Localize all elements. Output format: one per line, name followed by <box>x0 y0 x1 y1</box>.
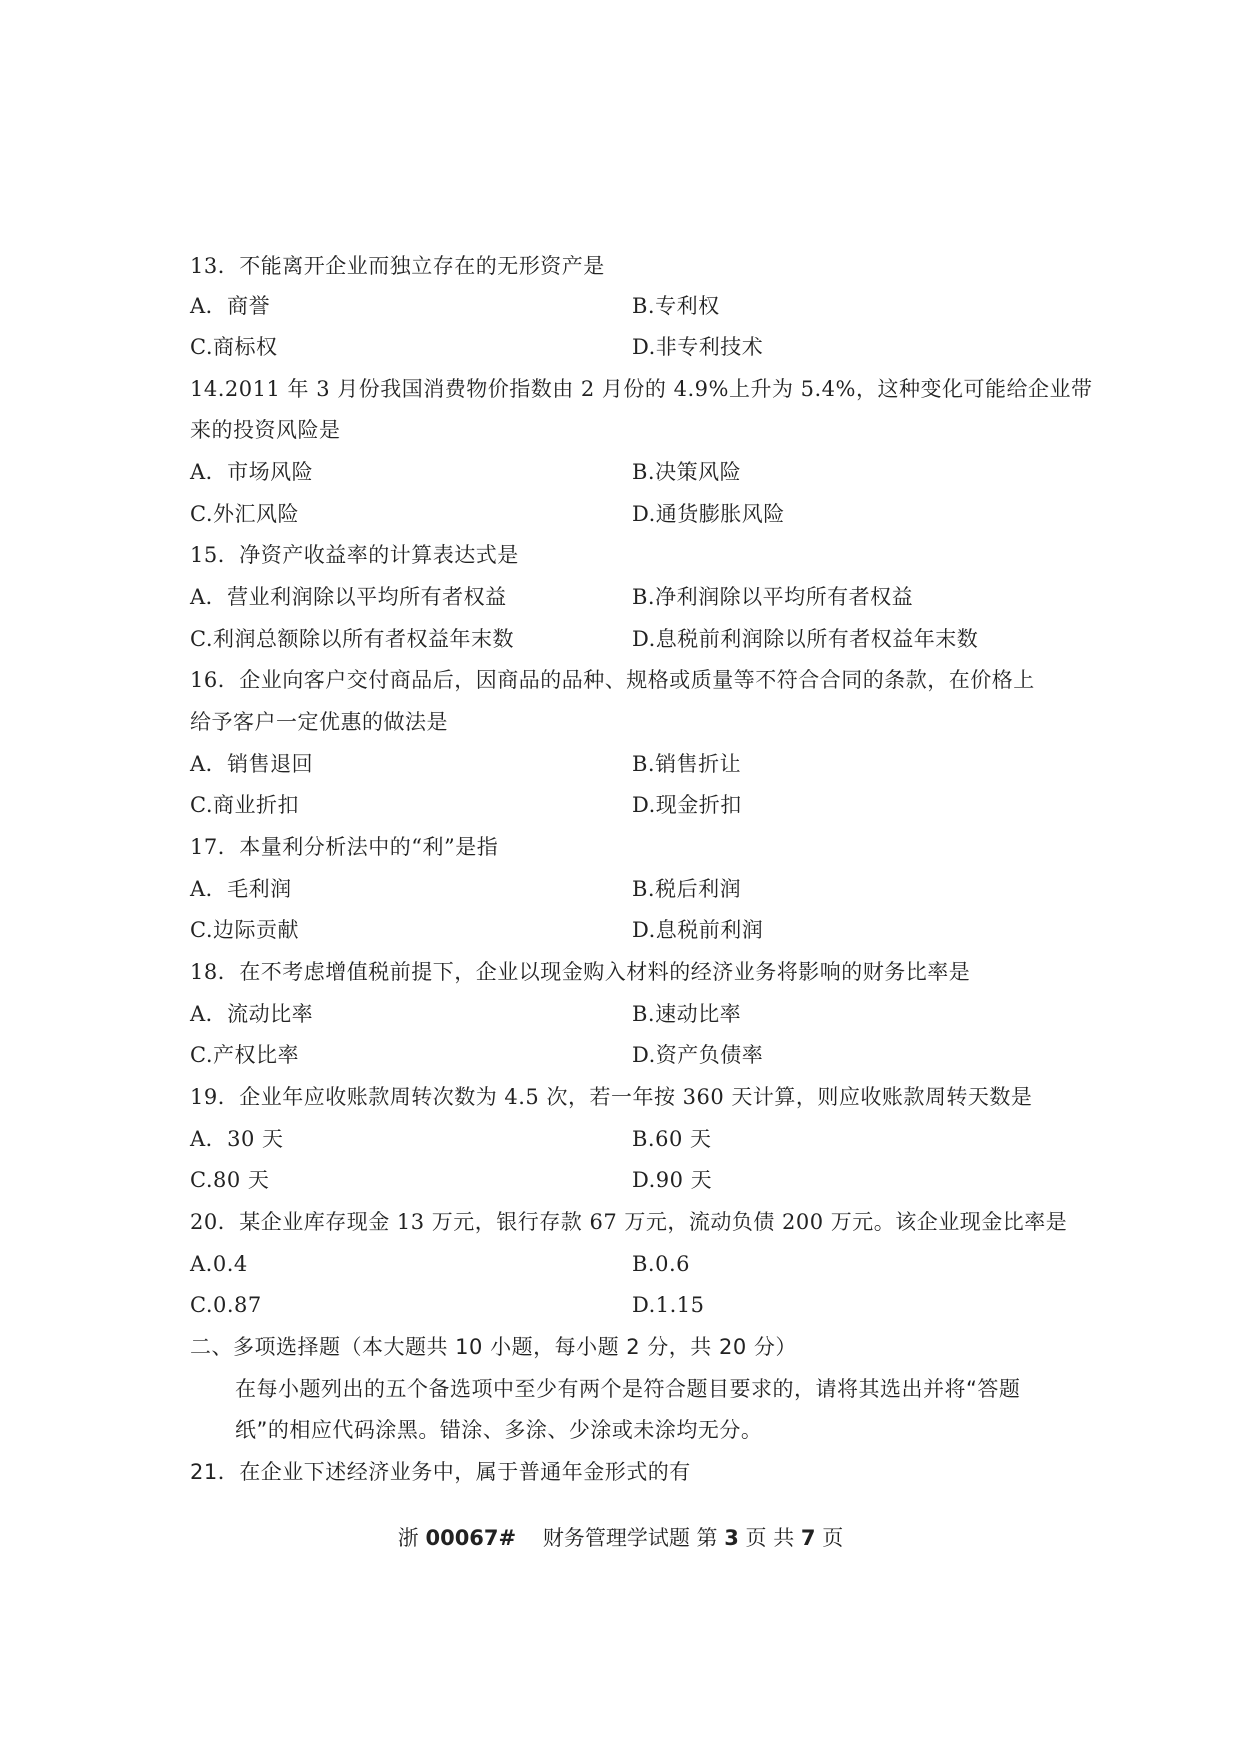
question-stem: 21．在企业下述经济业务中，属于普通年金形式的有 <box>190 1460 691 1484</box>
option-d: D.1.15 <box>632 1293 705 1317</box>
footer-page-number: 3 <box>724 1526 739 1550</box>
option-c: C.80 天 <box>190 1168 270 1192</box>
option-a: A．市场风险 <box>190 460 314 484</box>
footer-page-post: 页 <box>822 1526 844 1550</box>
option-b: B.销售折让 <box>632 752 742 776</box>
option-b: B.60 天 <box>632 1127 712 1151</box>
question-stem: 18．在不考虑增值税前提下，企业以现金购入材料的经济业务将影响的财务比率是 <box>190 960 971 984</box>
section-heading: 二、多项选择题（本大题共 10 小题，每小题 2 分，共 20 分） <box>190 1335 797 1359</box>
question-stem: 15．净资产收益率的计算表达式是 <box>190 543 519 567</box>
footer-page-total: 7 <box>800 1526 816 1550</box>
option-a: A.0.4 <box>190 1252 248 1276</box>
section-instructions-line: 在每小题列出的五个备选项中至少有两个是符合题目要求的，请将其选出并将“答题 <box>235 1377 1021 1401</box>
question-stem: 14.2011 年 3 月份我国消费物价指数由 2 月份的 4.9%上升为 5.4%，这种变化可能给企业带 <box>190 377 1093 401</box>
question-stem-continued: 来的投资风险是 <box>190 418 341 442</box>
option-b: B.决策风险 <box>632 460 742 484</box>
option-c: C.边际贡献 <box>190 918 299 942</box>
question-stem: 19．企业年应收账款周转次数为 4.5 次，若一年按 360 天计算，则应收账款周转天数是 <box>190 1085 1033 1109</box>
footer-page-pre: 第 <box>696 1526 718 1550</box>
option-b: B.专利权 <box>632 294 720 318</box>
option-c: C.外汇风险 <box>190 502 299 526</box>
option-b: B.税后利润 <box>632 877 742 901</box>
option-c: C.产权比率 <box>190 1043 299 1067</box>
question-stem-continued: 给予客户一定优惠的做法是 <box>190 710 448 734</box>
question-stem: 20．某企业库存现金 13 万元，银行存款 67 万元，流动负债 200 万元。该企业现金比率是 <box>190 1210 1068 1234</box>
option-d: D.息税前利润除以所有者权益年末数 <box>632 627 979 651</box>
option-c: C.商标权 <box>190 335 278 359</box>
option-d: D.资产负债率 <box>632 1043 764 1067</box>
option-a: A．流动比率 <box>190 1002 314 1026</box>
footer-exam-code: 00067# <box>425 1526 517 1550</box>
option-b: B.0.6 <box>632 1252 691 1276</box>
question-stem: 17．本量利分析法中的“利”是指 <box>190 835 499 859</box>
option-a: A．营业利润除以平均所有者权益 <box>190 585 507 609</box>
option-c: C.利润总额除以所有者权益年末数 <box>190 627 514 651</box>
footer-page-mid: 页 共 <box>745 1526 795 1550</box>
option-d: D.息税前利润 <box>632 918 764 942</box>
page-footer <box>0 1524 1241 1552</box>
question-stem: 16．企业向客户交付商品后，因商品的品种、规格或质量等不符合合同的条款，在价格上 <box>190 668 1035 692</box>
footer-prefix: 浙 <box>397 1526 419 1550</box>
option-d: D.非专利技术 <box>632 335 764 359</box>
option-c: C.商业折扣 <box>190 793 299 817</box>
option-a: A．商誉 <box>190 294 271 318</box>
option-d: D.通货膨胀风险 <box>632 502 785 526</box>
question-stem: 13．不能离开企业而独立存在的无形资产是 <box>190 254 605 278</box>
footer-title: 财务管理学试题 <box>542 1526 690 1550</box>
option-b: B.净利润除以平均所有者权益 <box>632 585 914 609</box>
option-a: A．毛利润 <box>190 877 292 901</box>
option-c: C.0.87 <box>190 1293 262 1317</box>
section-instructions-line: 纸”的相应代码涂黑。错涂、多涂、少涂或未涂均无分。 <box>235 1418 763 1442</box>
option-b: B.速动比率 <box>632 1002 742 1026</box>
option-d: D.现金折扣 <box>632 793 742 817</box>
option-a: A．销售退回 <box>190 752 314 776</box>
option-d: D.90 天 <box>632 1168 713 1192</box>
option-a: A．30 天 <box>190 1127 284 1151</box>
